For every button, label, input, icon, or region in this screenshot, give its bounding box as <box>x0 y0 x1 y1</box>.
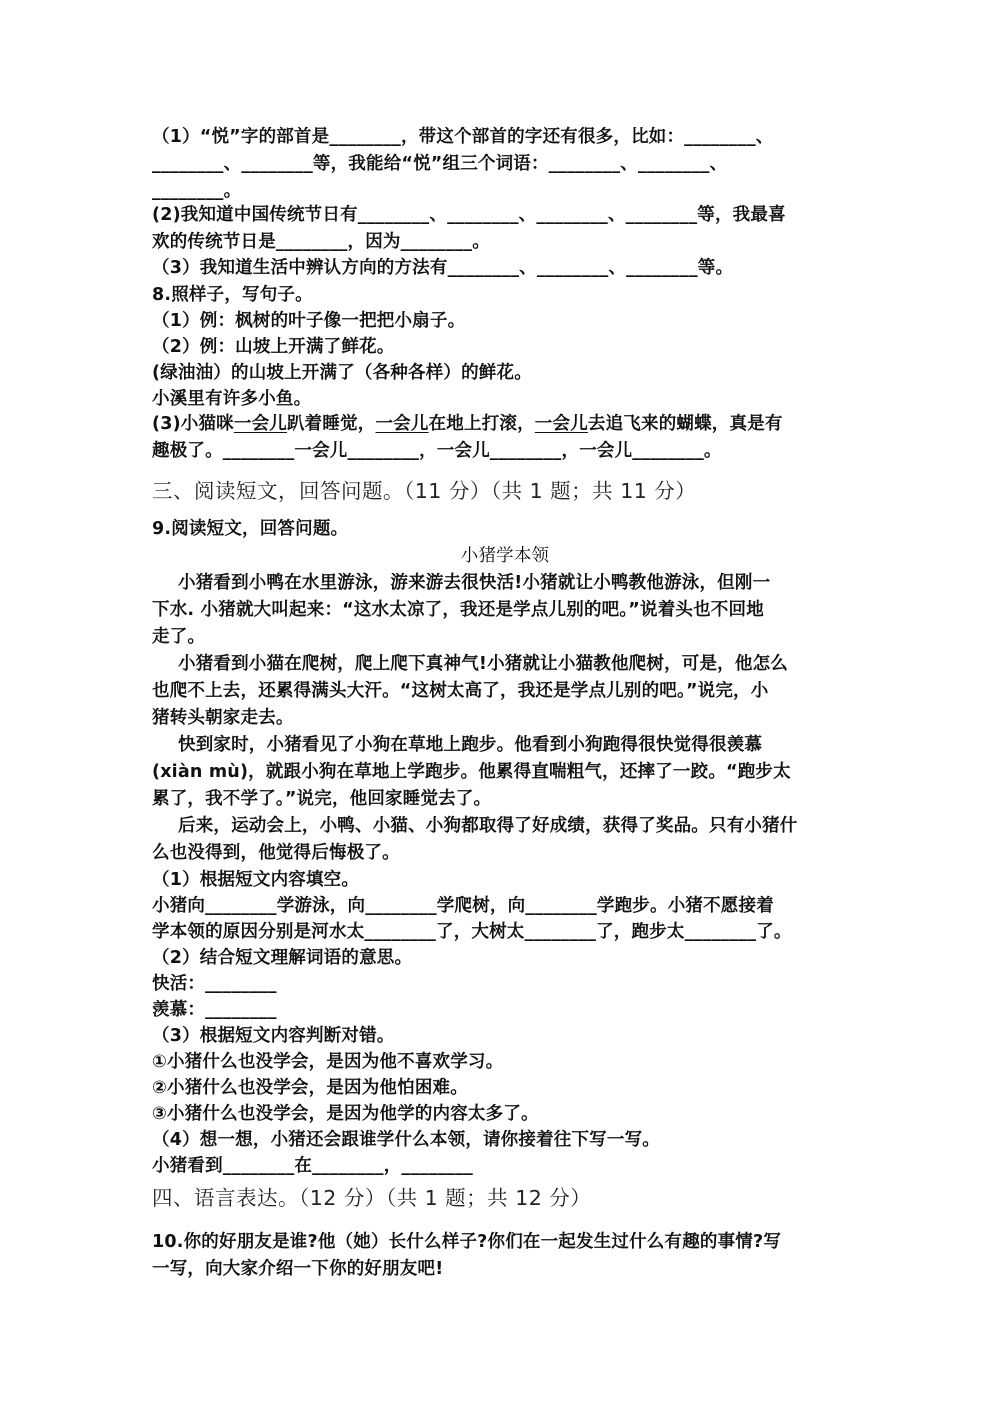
text-line: 9.阅读短文，回答问题。 <box>152 519 349 539</box>
underlined-word: 一会儿 <box>233 414 287 434</box>
text-line: (绿油油）的山坡上开满了（各种各样）的鲜花。 <box>152 363 532 383</box>
text-line: （3）根据短文内容判断对错。 <box>152 1026 395 1046</box>
text-line: （3）我知道生活中辨认方向的方法有________、________、________等。 <box>152 258 734 278</box>
section-heading: 三、阅读短文，回答问题。（11 分）（共 1 题；共 11 分） <box>152 479 697 503</box>
text-line: 小猪向________学游泳，向________学爬树，向________学跑步。小猪不愿接着 <box>152 896 774 916</box>
text-line: ________、________等，我能给“悦”组三个词语：________、________、 <box>152 154 728 174</box>
text-line: 8.照样子，写句子。 <box>152 285 313 305</box>
text-line: 也爬不上去，还累得满头大汗。“这树太高了，我还是学点儿别的吧。”说完，小 <box>152 681 769 701</box>
text-line: （2）例：山坡上开满了鲜花。 <box>152 337 395 357</box>
text-line: 快到家时，小猪看见了小狗在草地上跑步。他看到小狗跑得很快觉得很羡慕 <box>178 735 763 755</box>
text-line: 10.你的好朋友是谁?他（她）长什么样子?你们在一起发生过什么有趣的事情?写 <box>152 1232 782 1252</box>
text-line: 羡慕：________ <box>152 1000 277 1020</box>
section-heading: 四、语言表达。（12 分）（共 1 题；共 12 分） <box>152 1186 592 1210</box>
text-line: 趣极了。________一会儿________，一会儿________，一会儿________。 <box>152 441 722 461</box>
text-line: （4）想一想，小猪还会跟谁学什么本领，请你接着往下写一写。 <box>152 1130 660 1150</box>
text-line: (2)我知道中国传统节日有________、________、________、________等，我最喜 <box>152 205 786 225</box>
text-line: ②小猪什么也没学会，是因为他怕困难。 <box>152 1078 468 1098</box>
text-line: 小猪看到小猫在爬树，爬上爬下真神气!小猪就让小猫教他爬树，可是，他怎么 <box>178 654 788 674</box>
text-line: （1）例：枫树的叶子像一把把小扇子。 <box>152 311 466 331</box>
story-title: 小猪学本领 <box>460 546 550 566</box>
underlined-word: 一会儿 <box>534 414 588 434</box>
text-line: (xiàn mù)，就跟小狗在草地上学跑步。他累得直喘粗气，还摔了一跤。“跑步太 <box>152 762 791 782</box>
text-segment: (3)小猫咪 <box>152 414 234 434</box>
text-line: （2）结合短文理解词语的意思。 <box>152 948 413 968</box>
text-segment: 趴着睡觉， <box>286 414 376 434</box>
text-line: 快活：________ <box>152 974 277 994</box>
text-line: 么也没得到，他觉得后悔极了。 <box>152 843 400 863</box>
q8-3-line <box>152 412 783 436</box>
underlined-word: 一会儿 <box>375 414 429 434</box>
text-line: 小猪看到________在________，________ <box>152 1156 473 1176</box>
text-line: 欢的传统节日是________，因为________。 <box>152 232 490 252</box>
text-line: 猪转头朝家走去。 <box>152 708 294 728</box>
text-line: ③小猪什么也没学会，是因为他学的内容太多了。 <box>152 1104 539 1124</box>
text-line: 一写，向大家介绍一下你的好朋友吧! <box>152 1259 444 1279</box>
text-line: 小猪看到小鸭在水里游泳，游来游去很快活!小猪就让小鸭教他游泳，但刚一 <box>178 573 771 593</box>
text-line: （1）根据短文内容填空。 <box>152 870 360 890</box>
text-line: 走了。 <box>152 627 206 647</box>
text-line: ________。 <box>152 181 242 201</box>
text-segment: 去追飞来的蝴蝶，真是有 <box>587 414 783 434</box>
text-line: 累了，我不学了。”说完，他回家睡觉去了。 <box>152 789 492 809</box>
text-line: ①小猪什么也没学会，是因为他不喜欢学习。 <box>152 1052 504 1072</box>
text-line: 学本领的原因分别是河水太________了，大树太________了，跑步太________了。 <box>152 922 792 942</box>
text-line: 小溪里有许多小鱼。 <box>152 389 312 409</box>
text-line: 下水. 小猪就大叫起来：“这水太凉了，我还是学点儿别的吧。”说着头也不回地 <box>152 600 764 620</box>
text-segment: 在地上打滚， <box>428 414 535 434</box>
text-line: （1）“悦”字的部首是________，带这个部首的字还有很多，比如：________、 <box>152 127 774 147</box>
text-line: 后来，运动会上，小鸭、小猫、小狗都取得了好成绩，获得了奖品。只有小猪什 <box>178 816 798 836</box>
